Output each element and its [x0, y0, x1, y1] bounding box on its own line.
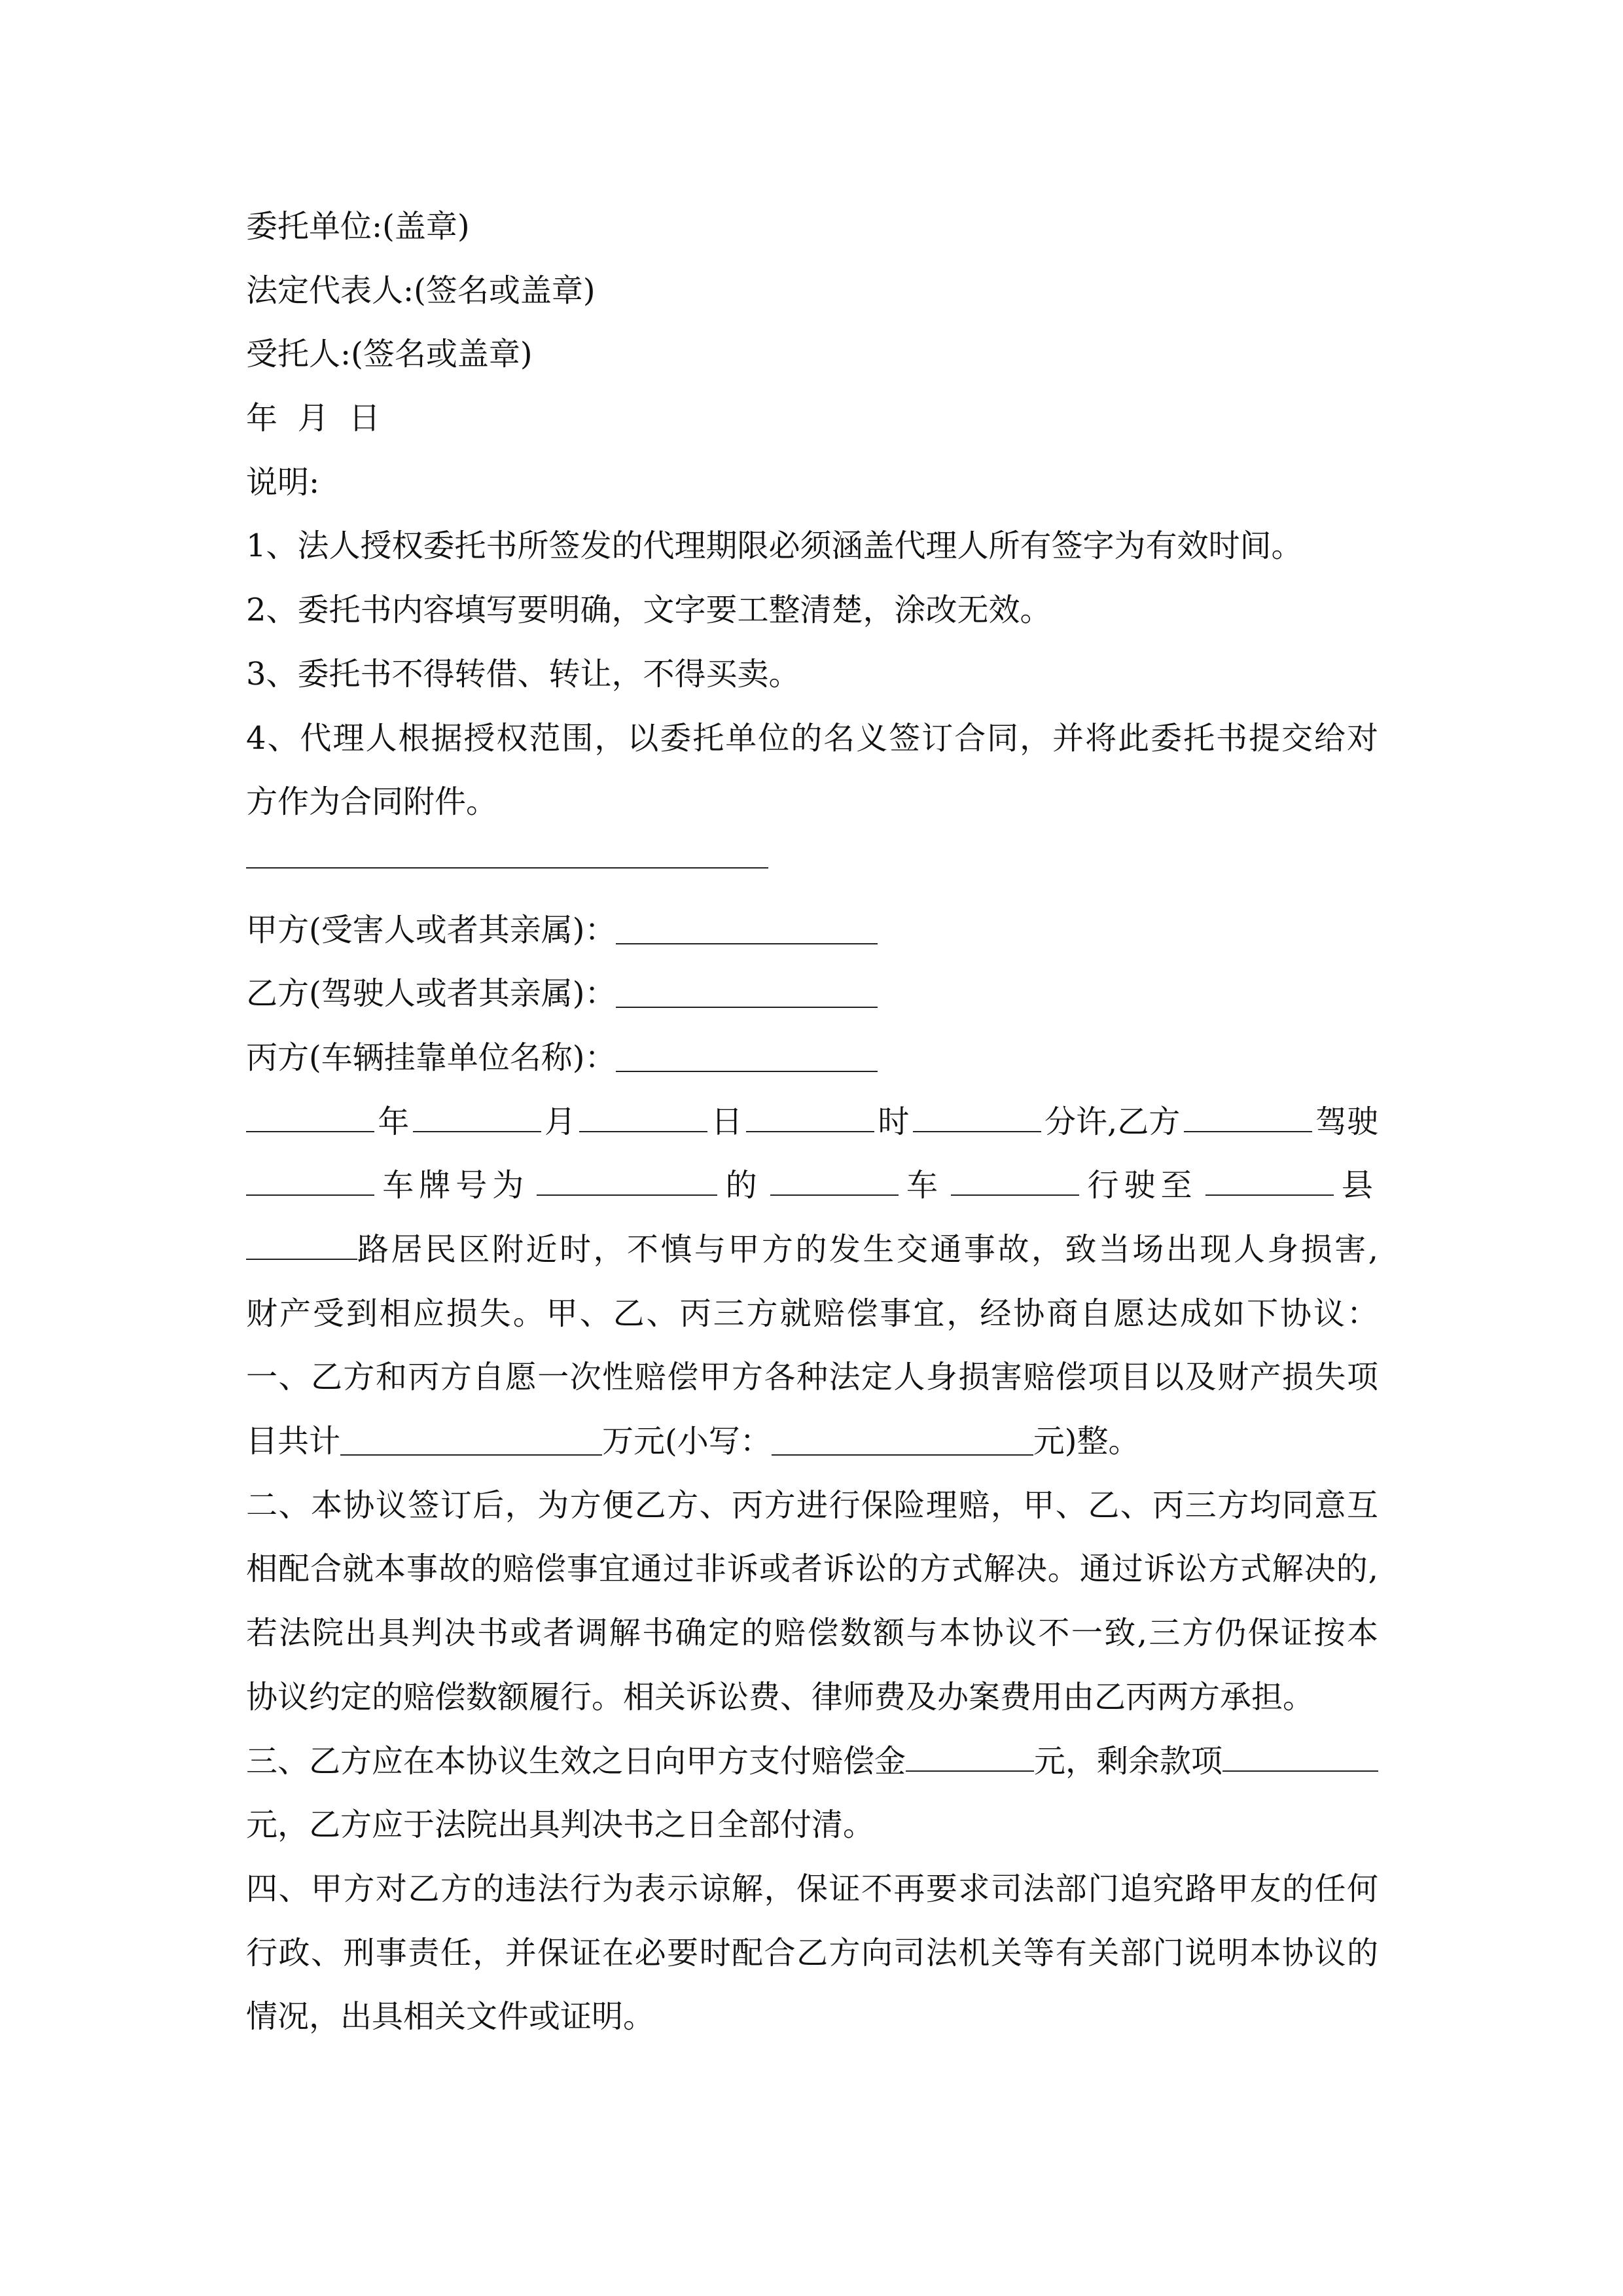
- clause-4-line: 情况，出具相关文件或证明。: [246, 1998, 655, 2036]
- note-line: 3、委托书不得转借、转让，不得买卖。: [246, 655, 800, 692]
- text: 日: [711, 1103, 743, 1140]
- clause-2-line: 协议约定的赔偿数额履行。相关诉讼费、律师费及办案费用由乙丙两方承担。: [246, 1678, 1315, 1715]
- divider: [246, 834, 1378, 899]
- remaining-field[interactable]: [1222, 1731, 1378, 1772]
- note-line: 1、法人授权委托书所签发的代理期限必须涵盖代理人所有签字为有效时间。: [246, 528, 1303, 565]
- clause-4-line: 行政、刑事责任，并保证在必要时配合乙方向司法机关等有关部门说明本协议的: [246, 1934, 1378, 1971]
- accident-line-3: [246, 1218, 1378, 1282]
- county-field[interactable]: [1205, 1155, 1334, 1196]
- text: 的: [725, 1167, 762, 1204]
- text: 万元(小写：: [602, 1423, 772, 1460]
- year-field[interactable]: [246, 1092, 374, 1132]
- text: 三、乙方应在本协议生效之日向甲方支付赔偿金: [246, 1742, 906, 1780]
- party-a: [246, 899, 1378, 963]
- clause-3-line: [246, 1730, 1378, 1794]
- date-line: 年 月 日: [246, 400, 381, 437]
- text: 时: [878, 1103, 910, 1140]
- clause-1-line: 一、乙方和丙方自愿一次性赔偿甲方各种法定人身损害赔偿项目以及财产损失项: [246, 1359, 1378, 1396]
- text: 元)整。: [1033, 1423, 1140, 1460]
- notes-title: 说明:: [246, 463, 320, 501]
- text: 元，剩余款项: [1034, 1742, 1223, 1780]
- text: 车牌号为: [382, 1167, 529, 1204]
- road-field[interactable]: [246, 1219, 357, 1260]
- text: 月: [544, 1103, 577, 1140]
- text: 年: [378, 1103, 410, 1140]
- vehicle-field[interactable]: [246, 1155, 374, 1196]
- text: 分许,乙方: [1044, 1103, 1181, 1140]
- minute-field[interactable]: [913, 1092, 1041, 1132]
- clause-2-line: 相配合就本事故的赔偿事宜通过非诉或者诉讼的方式解决。通过诉讼方式解决的,: [246, 1551, 1378, 1588]
- party-c: [246, 1026, 1378, 1090]
- amount-figures-field[interactable]: [772, 1415, 1033, 1456]
- text: 车: [906, 1167, 944, 1204]
- note-line: 方作为合同附件。: [246, 783, 498, 821]
- clause-2-line: 二、本协议签订后，为方便乙方、丙方进行保险理赔，甲、乙、丙三方均同意互: [246, 1486, 1378, 1524]
- text: 路居民区附近时，不慎与甲方的发生交通事故，致当场出现人身损害,: [357, 1231, 1378, 1268]
- accident-line-1: [246, 1090, 1378, 1155]
- accident-line-4: 财产受到相应损失。甲、乙、丙三方就赔偿事宜，经协商自愿达成如下协议：: [246, 1295, 1378, 1332]
- party-b: [246, 962, 1378, 1026]
- month-field[interactable]: [413, 1092, 541, 1132]
- day-field[interactable]: [579, 1092, 707, 1132]
- hour-field[interactable]: [746, 1092, 874, 1132]
- note-line: 2、委托书内容填写要明确，文字要工整清楚，涂改无效。: [246, 592, 1052, 629]
- party-c-label: 丙方(车辆挂靠单位名称)：: [246, 1039, 616, 1076]
- amount-words-field[interactable]: [340, 1415, 602, 1456]
- plate-field[interactable]: [537, 1155, 717, 1196]
- entrusting-unit: 委托单位:(盖章): [246, 208, 470, 245]
- text: 行驶至: [1087, 1167, 1198, 1204]
- text: 县: [1341, 1167, 1378, 1204]
- party-b-label: 乙方(驾驶人或者其亲属)：: [246, 975, 616, 1013]
- clause-2-line: 若法院出具判决书或者调解书确定的赔偿数额与本协议不一致,三方仍保证按本: [246, 1615, 1378, 1652]
- legal-representative: 法定代表人:(签名或盖章): [246, 272, 596, 309]
- driver-field[interactable]: [1184, 1092, 1312, 1132]
- text: 驾驶: [1315, 1103, 1378, 1140]
- clause-1-amount: [246, 1410, 1378, 1474]
- document-page: [246, 195, 1378, 2049]
- accident-line-2: [246, 1154, 1378, 1218]
- vehicle-type-field[interactable]: [770, 1155, 899, 1196]
- clause-4-line: 四、甲方对乙方的违法行为表示谅解，保证不再要求司法部门追究路甲友的任何: [246, 1870, 1378, 1907]
- clause-3-line: 元，乙方应于法院出具判决书之日全部付清。: [246, 1806, 875, 1844]
- party-a-field[interactable]: [616, 904, 878, 944]
- party-a-label: 甲方(受害人或者其亲属)：: [246, 911, 616, 948]
- agent: 受托人:(签名或盖章): [246, 336, 533, 373]
- note-line: 4、代理人根据授权范围，以委托单位的名义签订合同，并将此委托书提交给对: [246, 719, 1378, 757]
- payment-field[interactable]: [906, 1731, 1034, 1772]
- text: 目共计: [246, 1423, 341, 1460]
- direction-field[interactable]: [951, 1155, 1079, 1196]
- party-c-field[interactable]: [616, 1031, 878, 1072]
- party-b-field[interactable]: [616, 967, 878, 1008]
